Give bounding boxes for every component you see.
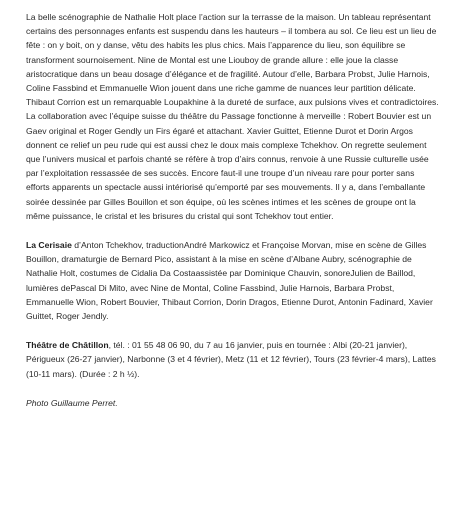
credits-text: d’Anton Tchekhov, traductionAndré Markowicz et Françoise Morvan, mise en scène de Gilles Bouillon, dramaturgie de Bernard Pico, assistant à la mise en scène d’Albane Aubry, scénographie de Nathalie Holt, costumes de Cidalia Da Costaassistée par Dominique Chauvin, sonoreJulien de Baillod, lumières dePascal Di Mito, avec Nine de Montal, Coline Fassbind, Julie Harnois, Barbara Probst, Emmanuelle Wion, Robert Bouvier, Thibaut Corrion, Dorin Dragos, Etienne Durot, Antonin Fadinard, Xavier Guittet, Roger Jendly. (26, 240, 433, 322)
venue-details: , tél. : 01 55 48 06 90, du 7 au 16 janvier, puis en tournée : Albi (20-21 janvier), Périgueux (26-27 janvier), Narbonne (3 et 4 février), Metz (11 et 12 février), Tours (23 février-4 mars), Lattes (10-11 mars). (Durée : 2 h ½). (26, 340, 436, 379)
play-title: La Cerisaie (26, 240, 72, 251)
review-text: La belle scénographie de Nathalie Holt place l’action sur la terrasse de la maison. Un tableau représentant certains des personnages enfants est suspendu dans les hauteurs – il tombera au sol. Ce lieu est un lieu de fête : on y boit, on y danse, vêtu des habits les plus chics. Mais l’apparence du lieu, son équilibre se transforment sournoisement. Nine de Montal est une Liouboy de grande allure : elle joue la classe aristocratique dans un beau dosage d’élégance et de fragilité. Autour d’elle, Barbara Probst, Julie Harnois, Coline Fassbind et Emmanuelle Wion jouent dans une riche gamme de nuances leur partition délicate. Thibaut Corrion est un remarquable Loupakhine à la dureté de surface, aux pulsions vives et contradictoires. La collaboration avec l’équipe suisse du théâtre du Passage fonctionne à merveille : Robert Bouvier est un Gaev original et Roger Gendly un Firs égaré et attachant. Xavier Guittet, Etienne Durot et Dorin Argos donnent ce relief un peu rude qui est aussi chez le doux mais complexe Tchekhov. On regrette seulement que l’univers musical et parfois chanté se réfère à trop d’airs connus, renvoie à une Russie culturelle usée par l’exploitation ressassée de ses succès. Encore faut-il une troupe d’un niveau rare pour porter sans efforts apparents un spectacle aussi intériorisé qu’emporté par ses mouvements. Il y a, dans l’emballante soirée dessinée par Gilles Bouillon et son équipe, où les scènes intimes et les scènes de groupe ont la même puissance, le cristal et les brisures du cristal qui sont Tchekhov tout entier. (26, 12, 439, 221)
venue-paragraph (26, 338, 439, 381)
venue-name: Théâtre de Châtillon (26, 340, 109, 351)
review-paragraph (26, 10, 439, 223)
article-body (26, 10, 439, 410)
credits-paragraph (26, 238, 439, 323)
photo-credit: Photo Guillaume Perret. (26, 397, 118, 408)
